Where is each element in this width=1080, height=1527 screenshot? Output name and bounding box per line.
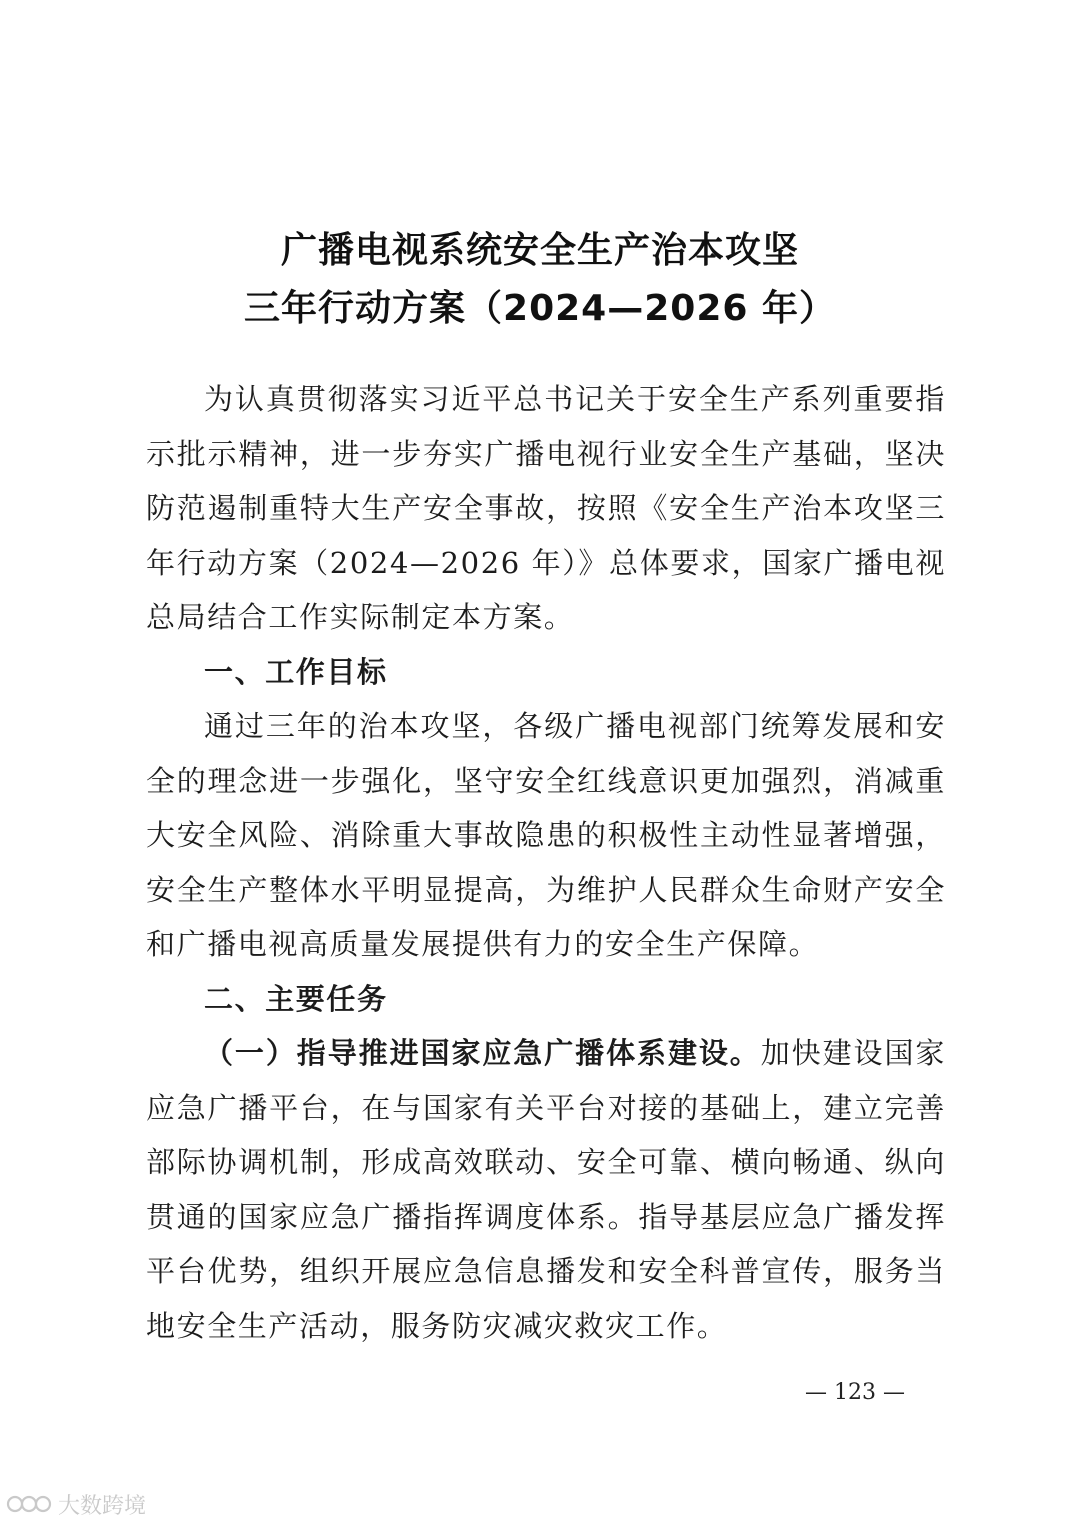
page-number: — 123 — (805, 1380, 905, 1405)
watermark (6, 1488, 146, 1520)
document-title-line2: 三年行动方案（2024—2026 年） (244, 288, 836, 329)
watermark-text: 大数跨境 (58, 1493, 147, 1519)
section2-item1-text: 加快建设国家应急广播平台，在与国家有关平台对接的基础上，建立完善部际协调机制，形成高效联动、安全可靠、横向畅通、纵向贯通的国家应急广播指挥调度体系。指导基层应急广播发挥平台优势，组织开展应急信息播发和安全科普宣传，服务当地安全生产活动，服务防灾减灾救灾工作。 (146, 1036, 946, 1343)
intro-paragraph: 为认真贯彻落实习近平总书记关于安全生产系列重要指示批示精神，进一步夯实广播电视行业安全生产基础，坚决防范遏制重特大生产安全事故，按照《安全生产治本攻坚三年行动方案（2024—2026 年）》总体要求，国家广播电视总局结合工作实际制定本方案。 (146, 382, 946, 634)
section1-paragraph: 通过三年的治本攻坚，各级广播电视部门统筹发展和安全的理念进一步强化，坚守安全红线意识更加强烈，消减重大安全风险、消除重大事故隐患的积极性主动性显著增强，安全生产整体水平明显提高，为维护人民群众生命财产安全和广播电视高质量发展提供有力的安全生产保障。 (146, 709, 946, 961)
document-title-line1: 广播电视系统安全生产治本攻坚 (280, 230, 799, 271)
document-body (146, 372, 946, 1353)
section2-item1-paragraph (146, 1026, 946, 1353)
section1-heading: 一、工作目标 (204, 654, 388, 689)
section2-item1-lead: （一）指导推进国家应急广播体系建设。 (204, 1036, 761, 1070)
section2-heading: 二、主要任务 (204, 981, 388, 1016)
dashu-logo-icon (6, 1491, 52, 1517)
